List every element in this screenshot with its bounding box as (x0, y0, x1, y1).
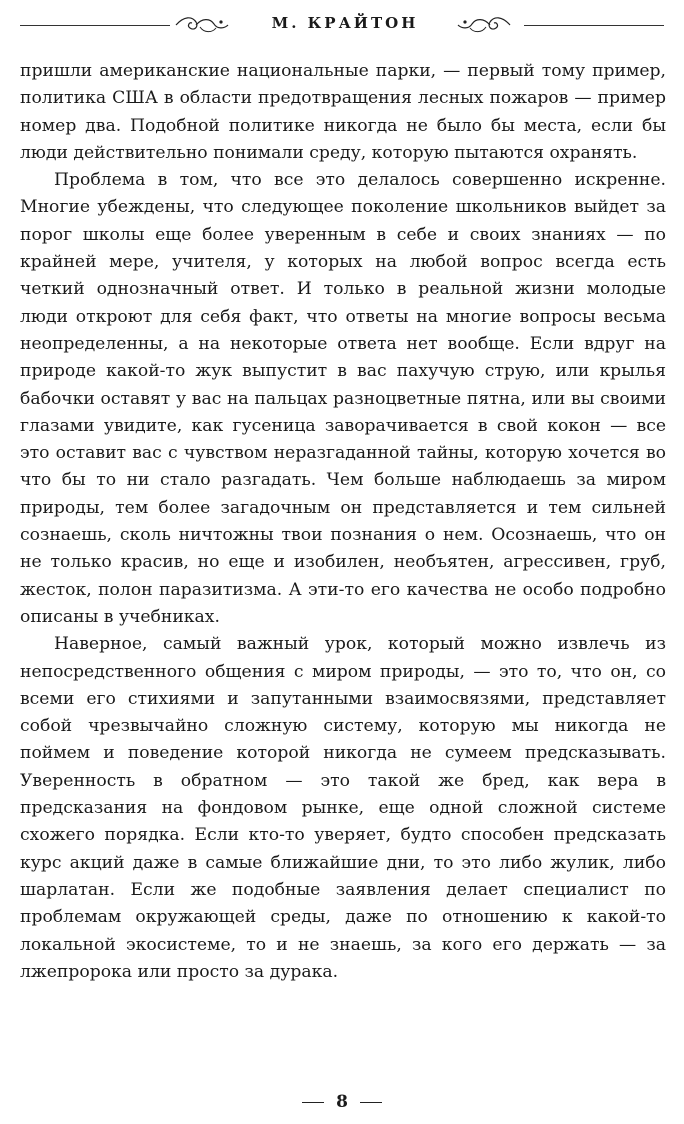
ornament-right-icon (456, 12, 512, 38)
header-rule-left (20, 25, 170, 26)
running-head-title: М. КРАЙТОН (271, 14, 419, 32)
paragraph: пришли американские национальные парки, — первый тому пример, политика США в области предотвращения лесных пожаров — пример номер два. Подобной политике никогда не было бы места, если бы люди действительно понимали среду, которую пытаются охранять. (20, 61, 666, 163)
body-text (20, 58, 666, 986)
paragraph: Проблема в том, что все это делалось совершенно искренне. Многие убеждены, что следующее поколение школьников выйдет за порог школы еще более уверенным в себе и своих знаниях — по крайней мере, учителя, у которых на любой вопрос всегда есть четкий однозначный ответ. И только в реальной жизни молодые люди откроют для себя факт, что ответы на многие вопросы весьма неопределенны, а на некоторые ответа нет вообще. Если вдруг на природе какой-то жук выпустит в вас пахучую струю, или крылья бабочки оставят у вас на пальцах разноцветные пятна, или вы своими глазами увидите, как гусеница заворачивается в свой кокон — все это оставит вас с чувством неразгаданной тайны, которую хочется во что бы то ни стало разгадать. Чем больше наблюдаешь за миром природы, тем более загадочным он представляется и тем сильней сознаешь, сколь ничтожны твои познания о нем. Осознаешь, что он не только красив, но еще и изобилен, необъятен, агрессивен, груб, жесток, полон паразитизма. А эти-то его качества не особо подробно описаны в учебниках. (20, 170, 666, 627)
folio-dash-left (302, 1102, 324, 1103)
ornament-left-icon (174, 12, 230, 38)
page-footer (0, 1092, 684, 1112)
page-number: 8 (336, 1092, 348, 1112)
folio-dash-right (360, 1102, 382, 1103)
paragraph: Наверное, самый важный урок, который можно извлечь из непосредственного общения с миром природы, — это то, что он, со всеми его стихиями и запутанными взаимосвязями, представляет собой чрезвычайно сложную систему, которую мы никогда не поймем и поведение которой никогда не сумеем предсказывать. Уверенность в обратном — это такой же бред, как вера в предсказания на фондовом рынке, еще одной сложной системе схожего порядка. Если кто-то уверяет, будто способен предсказать курс акций даже в самые ближайшие дни, то это либо жулик, либо шарлатан. Если же подобные заявления делает специалист по проблемам окружающей среды, даже по отношению к какой-то локальной экосистеме, то и не знаешь, за кого его держать — за лжепророка или просто за дурака. (20, 634, 666, 982)
running-head (20, 8, 664, 44)
header-rule-right (524, 25, 664, 26)
